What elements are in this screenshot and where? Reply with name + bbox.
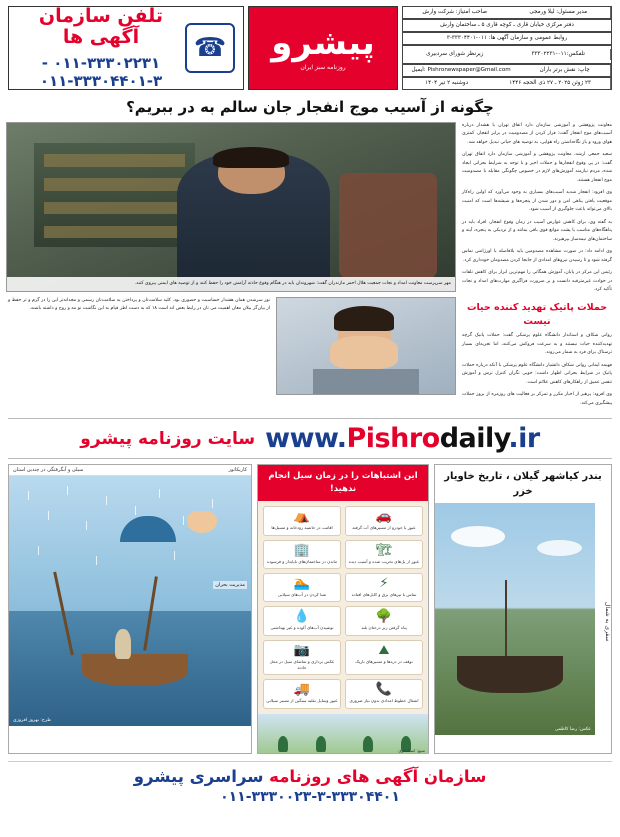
url-daily: daily	[439, 423, 509, 455]
telefax-label: تلفکس:۰۱۱-۳۳۳۰۲۲۳۱	[507, 49, 612, 59]
boat-mast-decor	[505, 580, 507, 659]
lower-section	[8, 464, 612, 754]
footer-title-red: سازمان آگهی های روزنامه	[263, 767, 487, 787]
managing-director-label: مدیر مسئول: لیلا ورمجی	[507, 7, 612, 17]
flood-item-label: نوشیدن آب‌های آلوده و غیر بهداشتی	[270, 625, 334, 631]
valley-icon: ⛰	[378, 642, 390, 658]
electric-icon: ⚡	[379, 576, 389, 592]
raft-decor	[82, 654, 188, 687]
ads-phone-number: ۰۱۱-۳۳۳۰۲۲۳۱ - ۰۱۱-۳۳۳۰۴۴۰۱-۳	[39, 53, 163, 90]
truck-icon: 🚚	[293, 682, 311, 698]
person-hair-decor	[334, 306, 395, 331]
phone-busy-icon: 📞	[375, 682, 393, 698]
masthead	[8, 6, 612, 90]
cartoon-topic-tag: سیلی و آبگرفتگی در چندین استان	[13, 467, 84, 474]
date-gregorian-hijri: ۲۳ ژوئن ۲۰۲۵ ـ ۲۷ ذی الحجه ۱۴۴۶	[490, 78, 611, 88]
flood-item-label: عبور وسایل نقلیه سنگین از مسیر سیلابی	[266, 698, 338, 704]
ads-phone-banner	[8, 6, 244, 90]
car-water-icon: 🚗	[375, 509, 393, 525]
photo-icon: 📷	[293, 642, 311, 658]
footer-ads-banner	[8, 761, 612, 805]
masthead-date-row	[402, 77, 612, 90]
email-label[interactable]: Pishronewspaper@Gmail.com :ایمیل	[411, 67, 511, 74]
article-paragraph: به گفته وی، برای کاهش عوارض آسیب در زمان وقوع انفجار، افراد باید در پناهگاه‌های مناسب یا پشت موانع قوی باقی بمانند و از نزدیکی به پنجره، آینه و ساختمان‌های نیمه‌ساز بپرهیزند.	[462, 219, 612, 242]
flood-item-label: عبور با خودرو از مسیرهای آب گرفته	[352, 525, 416, 531]
flood-item-label: توقف در دره‌ها و مسیرهای باریک	[355, 658, 413, 664]
boat-decor	[457, 656, 563, 693]
left-media-column	[8, 122, 456, 412]
person-body-decor	[313, 369, 420, 394]
print-house-label: چاپ: نقش برتر باران	[519, 65, 611, 75]
tent-icon-cell	[263, 506, 341, 535]
masthead-info-row	[402, 6, 612, 19]
cartoon-panel	[8, 464, 252, 754]
building-icon: 🏢	[293, 542, 311, 558]
bridge-icon: 🏗	[375, 542, 393, 558]
truck-icon-cell	[263, 679, 341, 708]
tent-icon: ⛺	[293, 509, 311, 525]
cartoon-section-tag: کاریکاتور	[228, 467, 247, 474]
main-content	[8, 122, 612, 412]
editorial-board-label: زیرنظر شورای سردبیری	[426, 51, 484, 58]
phone-busy-icon-cell	[345, 679, 423, 708]
person-hands-decor	[330, 336, 398, 369]
tree-decor	[278, 736, 288, 752]
secondary-media-row	[8, 297, 456, 395]
hand-decor	[187, 511, 217, 533]
water-drink-icon: 💧	[293, 609, 311, 625]
brand-name: پیشرو	[271, 22, 375, 63]
article-paragraph: روانی شکاف و استاندار دانشگاه علوم پزشکی گفت: حملات پانیک گرچه تهدیدکننده حیات نیستند و به سرعت فروکش می‌کنند، اما تجربه‌ای بسیار ترسناک برای فرد به شمار می‌روند.	[462, 333, 612, 356]
bridge-icon-cell	[345, 540, 423, 569]
footer-title	[8, 767, 612, 786]
flood-item-label: اقامت در حاشیه رودخانه و مسیل‌ها	[271, 525, 333, 531]
electric-icon-cell	[345, 573, 423, 602]
footer-phone: ۰۱۱-۳۳۳۰۰۲۳-۳-۳۳۳۰۴۴۰۱	[220, 789, 400, 806]
secondary-text-block	[8, 297, 270, 395]
building-icon-cell	[263, 540, 341, 569]
article-paragraph: وی ادامه داد: در صورت مشاهده مصدومین باید بلافاصله با اورژانس تماس گرفته شود و تا رسیدن نیروهای امدادی از جابجا کردن مصدومان خودداری کرد.	[462, 249, 612, 263]
flood-infographic	[257, 464, 429, 754]
article-body	[462, 122, 612, 295]
flood-item-label: عکس برداری و تماشای سیل در محل حادثه	[269, 658, 335, 670]
cartoon-figure	[115, 629, 131, 659]
attacks-section-body	[462, 332, 612, 408]
flood-item-label: شنا کردن در آب‌های سیلابی	[277, 592, 327, 598]
tree-decor	[316, 736, 326, 752]
flood-infographic-grid	[258, 501, 428, 713]
valley-icon-cell	[345, 640, 423, 676]
date-persian: دوشنبه ۲ تیر ۱۴۰۴	[425, 80, 469, 87]
attacks-section-title: حملات پاتیک تهدید کننده حیات نیست	[466, 301, 608, 327]
travel-article	[434, 464, 612, 754]
article-paragraph: رئیس این مرکز در پایان، آموزش همگانی را مهم‌ترین ابزار برای کاهش تلفات در حوادث غیرمترقبه دانست و بر ضرورت فراگیری مهارت‌های امداد و نجات تأکید کرد.	[462, 270, 612, 293]
flood-crisis-cartoon	[9, 476, 251, 726]
interviewee-hair	[213, 147, 289, 169]
flood-infographic-header: این اشتباهات را در زمان سیل انجام ندهید!	[258, 465, 428, 501]
address-label: دفتر مرکزی خیابان قاری ـ کوچه قاری ۵ ـ ساختمان وارش	[440, 22, 574, 29]
tree-icon: 🌳	[375, 609, 393, 625]
flood-item-label: تماس با تیرهای برق و کابل‌های افتاده	[351, 592, 417, 598]
chair-decor	[339, 173, 438, 277]
secondary-photo-caption: نور سرشدن همان هشدار حساسیت و حضوری بود. کلید سلامت‌تان و پرداختن به سلامت‌تان رسمی و مجدانه‌تر این را در گرم و تر حفظ و از بیان‌گر بیلان معان اهمیت می تان در رابط بعض اند است ۱۸ که به دست اطر قیام به این نگاشت نو مه و روح و داشته باشند.	[8, 298, 270, 312]
article-paragraph: سعید جمعی ارشد، معاونت پژوهشی و آموزشی سازمان دارد اتفاق تهران گفت: در پی وقوع انفجارها و حملات اخیر و با توجه به شرایط بحرانی ایجاد شده، مردم نیازمند آموزش‌های لازم در خصوص چگونگی مقابله با مصدومیت موج انفجار هستند.	[462, 152, 612, 183]
flood-item-label: پناه گرفتن زیر درختان بلند	[361, 625, 407, 631]
stress-photo	[276, 297, 456, 395]
lead-photo	[6, 122, 456, 292]
url-pishro: Pishro	[346, 423, 440, 455]
photo-icon-cell	[263, 640, 341, 676]
page-title: چگونه از آسیب موج انفجار جان سالم به در ببریم؟	[126, 98, 494, 116]
travel-photo-credit: عکس: رضا کاظمی	[554, 727, 591, 733]
article-paragraph: معاونت پژوهشی و آموزشی سازمان دارد اتفاق تهران با هشدار درباره آسیب‌های موج انفجار گفت: فرار کردن از مصدومیت در برابر انفجار، کمتری هوای ورود و باز نگاه‌داشتن راه هوایی، به توصیه های حیاتی تبدیل خواهد شد.	[462, 123, 612, 145]
article-paragraph: وی افزود: انفجار شدید آسیب‌های بسیاری به وجود می‌آورد که اولین راه‌کار موقعیت یافتن پناهی امن و دور شدن از پنجره‌ها و شیشه‌ها است که امنیت بالای می‌تواند باعث جلوگیری از آسیب شود.	[462, 190, 612, 213]
article-paragraph: وی افزود: پرهیز از اخبار مکرر و تمرکز بر فعالیت های روزمره از بروز حملات پیشگیری می‌کند.	[462, 392, 612, 406]
cartoon-credit: طرح: بهروز افروزی	[13, 718, 52, 724]
kiashahr-boat-photo	[435, 503, 595, 735]
water-drink-icon-cell	[263, 606, 341, 635]
flood-item-label: ماندن در ساختمان‌های ناپایدار و فرسوده	[266, 558, 338, 564]
lead-photo-caption: مهر سرپرست معاونت امداد و نجات جمعیت هلال احمر مازندران گفت: شهروندان باید در هنگام وقوع حادثه آرامش خود را حفظ کنند و از توصیه های ایمنی پیروی کنند.	[7, 277, 455, 291]
swimmer-icon: 🏊	[293, 576, 311, 592]
footer-title-blue: سراسری پیشرو	[133, 767, 264, 787]
telephone-icon: ☎	[185, 23, 235, 73]
bookshelf-decor	[34, 143, 195, 247]
website-banner-label: سایت روزنامه پیشرو	[80, 428, 256, 449]
url-tld: .ir	[508, 423, 540, 455]
masthead-info-row	[402, 45, 612, 64]
tree-icon-cell	[345, 606, 423, 635]
flood-infographic-source: منبع: استانداری	[398, 747, 425, 753]
swimmer-icon-cell	[263, 573, 341, 602]
masthead-info-row	[402, 32, 612, 45]
travel-side-label: سفری به شمال	[604, 602, 611, 642]
url-www: www.	[265, 423, 347, 455]
masthead-info-row	[402, 19, 612, 32]
public-relations-label: روابط عمومی و سازمان آگهی ها: ۰۱۱-۳۳۳۰۴۴۰۱-۳	[446, 35, 568, 42]
travel-title: بندر کیاشهر گیلان ، تاریخ خاویار خزر	[435, 465, 611, 503]
flood-item-label: عبور از پل‌های تخریب شده و آسیب دیده	[348, 558, 420, 564]
car-water-icon-cell	[345, 506, 423, 535]
website-banner[interactable]	[8, 418, 612, 459]
website-url[interactable]	[265, 423, 540, 454]
brand-tagline: روزنامه سبز ایران	[300, 63, 346, 71]
flood-infographic-footer	[258, 714, 428, 754]
masthead-info-row	[402, 64, 612, 77]
cartoon-bubble-text: مدیریت بحران	[215, 582, 245, 589]
right-text-column	[462, 122, 612, 412]
cloud-decor	[537, 540, 582, 556]
cloud-decor	[451, 526, 505, 547]
article-paragraph: فهیمه ایمانی روانی شکاف دانشیار دانشگاه علوم پزشکی با آنکه درباره حملات پانیک در شرایط بحرانی اظهار داشت: خوبی نگران کنترل ترس و آموزش تنفس عمیق از راهکارهای کاهش علائم است.	[462, 362, 612, 385]
newspaper-logo	[248, 6, 398, 90]
umbrella-decor	[120, 516, 176, 542]
tree-decor	[363, 736, 373, 752]
flood-item-label: اشغال خطوط امدادی بدون نیاز ضروری	[349, 698, 419, 704]
masthead-info-block	[402, 6, 612, 90]
ads-title: تلفن سازمان آگهی ها	[38, 5, 164, 48]
publisher-label: صاحب امتیاز: شرکت وارش	[422, 9, 488, 16]
